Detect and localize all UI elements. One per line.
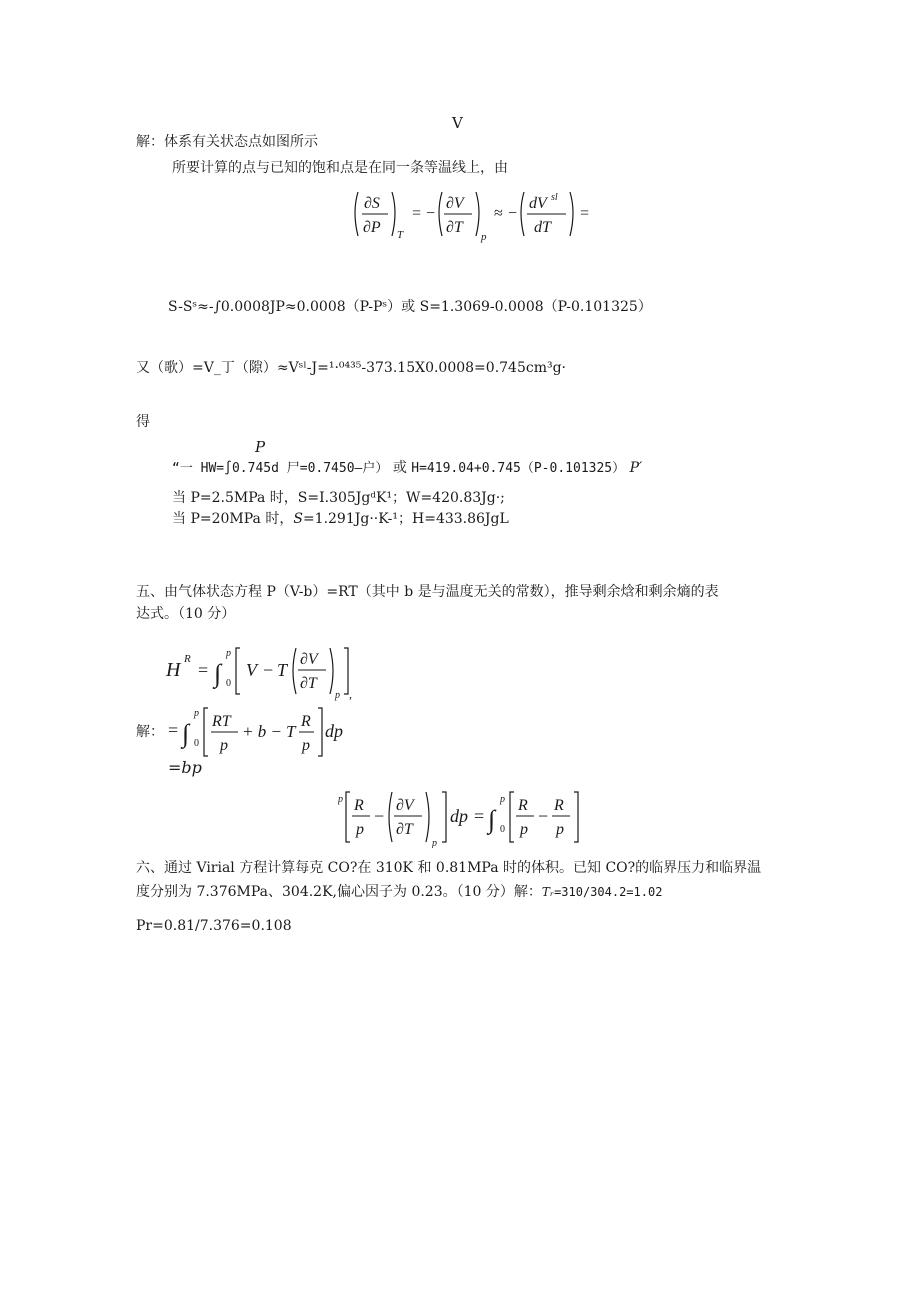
eq2-minus: − <box>263 660 274 680</box>
eq4-upper-p: p <box>500 794 505 805</box>
eq2-comma: , <box>349 687 352 701</box>
enthalpy-or: 或 <box>392 460 407 476</box>
enthalpy-integral: “一 HW=∫0.745d 尸=0.7450—户） <box>172 461 389 476</box>
case2-values: =1.291Jg··K-¹；H=433.86JgL <box>302 511 509 527</box>
p-label: P <box>255 438 266 456</box>
eq3-equals: = <box>168 720 179 740</box>
eq1-minus2: − <box>508 205 518 222</box>
eq3-p-den: p <box>220 737 228 754</box>
eq2-equals: = <box>198 660 209 680</box>
eq2-dT: ∂T <box>300 675 317 692</box>
v-header: V <box>452 114 463 132</box>
eq3-T: T <box>286 722 296 741</box>
eq4-dp: dp <box>450 806 468 826</box>
enthalpy-line <box>172 458 642 479</box>
eq1-dS: ∂S <box>364 195 380 212</box>
question-6-line-2 <box>136 882 662 902</box>
eq4-dV: ∂V <box>396 797 414 814</box>
solution-2-label: 解： <box>136 724 164 740</box>
eq1-dP: ∂P <box>363 219 381 236</box>
case2-s-symbol: S <box>293 511 303 527</box>
case2-prefix: 当 P=20MPa 时， <box>172 511 294 527</box>
entropy-pressure-derivative-equation <box>348 188 598 244</box>
entropy-result: S-Sˢ≈-∫0.0008JP≈0.0008（P-Pˢ）或 S=1.3069-0.0008（P-0.101325） <box>168 299 652 315</box>
eq3-R: R <box>301 713 311 730</box>
eq3-integral: ∫ <box>182 719 190 748</box>
eq4-dT: ∂T <box>396 821 413 838</box>
eq2-V: V <box>246 660 257 680</box>
q6-critical-values: 度分别为 7.376MPa、304.2K,偏心因子为 0.23。（10 分）解： <box>136 884 542 900</box>
eq1-approx: ≈ <box>494 205 503 222</box>
residual-enthalpy-definition <box>160 640 360 702</box>
eq2-sup-R: R <box>184 653 191 665</box>
eq1-dVsl: dV <box>529 195 547 212</box>
eq1-equals: = <box>412 205 422 222</box>
eq2-integral: ∫ <box>214 659 222 688</box>
eq2-upper-p: p <box>226 648 231 659</box>
eq3-plus-b-minus: + b − <box>242 722 282 741</box>
case-p-20mpa <box>172 509 509 529</box>
residual-entropy-integral <box>338 786 588 848</box>
eq1-sup-sl: sl <box>551 192 558 203</box>
case-p-2-5mpa: 当 P=2.5MPa 时，S=I.305JgᵈK¹；W=420.83Jg·; <box>172 490 505 506</box>
eq4-R3: R <box>554 797 564 814</box>
question-5-line-1: 五、由气体状态方程 P（V-b）=RT（其中 b 是与温度无关的常数），推导剩余焓和剩余熵的表 <box>136 584 719 600</box>
eq3-upper-p: p <box>194 708 199 719</box>
eq4-p-den3: p <box>556 821 564 838</box>
eq1-trailing-equals: = <box>580 205 590 222</box>
de-label: 得 <box>136 414 150 430</box>
eq4-p-den: p <box>356 821 364 838</box>
eq3-dp: dp <box>325 721 343 741</box>
enthalpy-result: H=419.04+0.745（P-0.101325） <box>411 461 626 476</box>
q6-tr-symbol: Tᵣ <box>541 885 555 899</box>
question-5-line-2: 达式。（10 分） <box>136 606 236 622</box>
equals-bp: =bp <box>168 758 202 777</box>
eq4-minus: − <box>374 806 385 826</box>
eq3-p-den2: p <box>302 737 310 754</box>
eq4-equals: = <box>474 806 485 826</box>
eq4-R: R <box>354 797 364 814</box>
eq1-sub-T: T <box>397 229 404 241</box>
residual-enthalpy-substitution <box>168 704 368 760</box>
eq4-p-den2: p <box>520 821 528 838</box>
eq1-dT2: dT <box>534 219 551 236</box>
eq2-lower-0: 0 <box>226 678 231 689</box>
eq1-dV: ∂V <box>446 195 464 212</box>
eq4-sub-p: p <box>432 838 437 848</box>
eq3-lower-0: 0 <box>194 738 199 749</box>
eq4-integral: ∫ <box>488 805 496 834</box>
q6-tr-value: =310/304.2=1.02 <box>554 885 663 899</box>
eq1-minus: − <box>426 205 436 222</box>
eq4-R2: R <box>518 797 528 814</box>
eq4-minus2: − <box>538 806 549 826</box>
eq2-H: H <box>166 659 181 681</box>
enthalpy-p-prime: P′ <box>629 460 643 476</box>
eq4-upper-p-left: p <box>338 794 343 805</box>
eq1-sub-p: p <box>481 231 487 243</box>
eq2-T: T <box>277 660 288 680</box>
isotherm-statement: 所要计算的点与已知的饱和点是在同一条等温线上，由 <box>172 160 508 176</box>
question-6-line-1: 六、通过 Virial 方程计算每克 CO?在 310K 和 0.81MPa 时的体积。已知 CO?的临界压力和临界温 <box>136 860 762 876</box>
solution-intro: 解：体系有关状态点如图所示 <box>136 134 318 150</box>
eq3-RT: RT <box>212 713 231 730</box>
reduced-pressure-line: Pr=0.81/7.376=0.108 <box>136 918 292 934</box>
eq2-dV: ∂V <box>300 651 318 668</box>
eq1-dT: ∂T <box>446 219 463 236</box>
eq2-sub-p: p <box>335 690 340 701</box>
volume-derivative-line: 又（歌）=V_丁（隙）≈Vˢˡ-J=¹·⁰⁴³⁵-373.15X0.0008=0.745cm³g· <box>136 360 567 376</box>
eq4-lower-0: 0 <box>500 824 505 835</box>
